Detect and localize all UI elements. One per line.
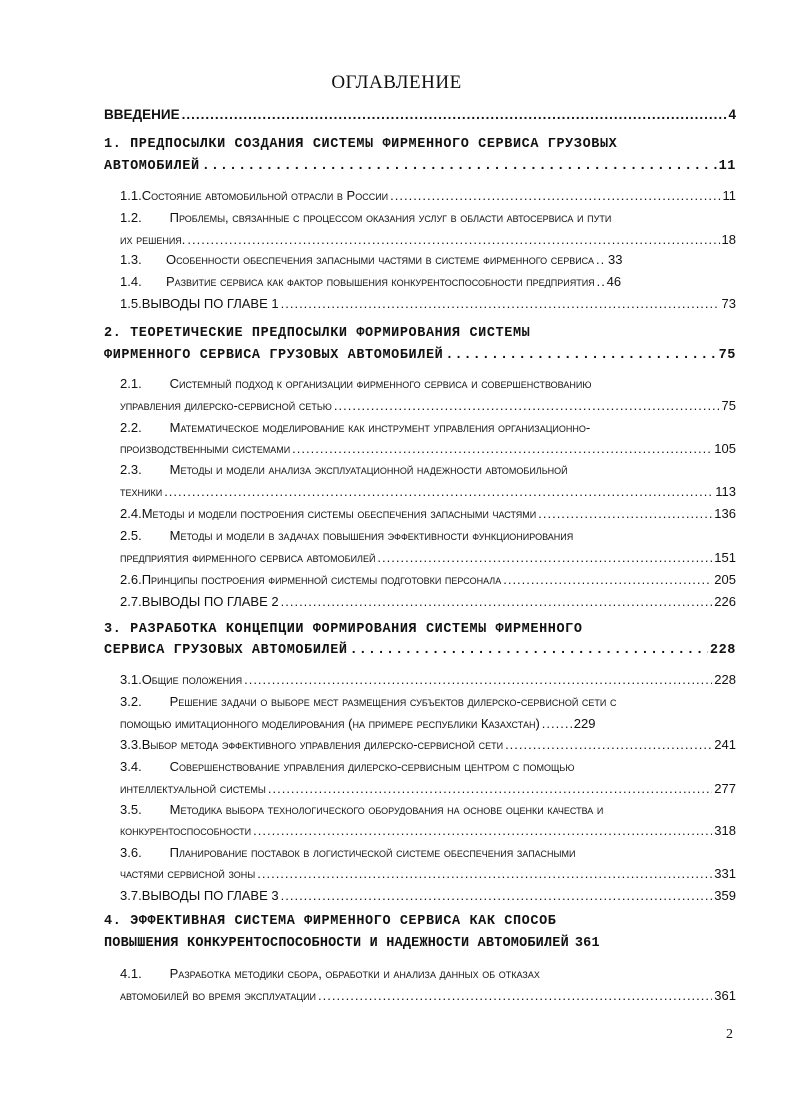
dot-leader xyxy=(597,274,605,289)
section-title: конкурентоспособности xyxy=(120,823,252,838)
section-title: их решения. xyxy=(120,232,186,247)
chapter-heading-3[interactable] xyxy=(104,622,583,637)
chapter-title-line: 4. ЭФФЕКТИВНАЯ СИСТЕМА ФИРМЕННОГО СЕРВИСА КАК СПОСОБ xyxy=(104,914,557,929)
dot-leader xyxy=(187,232,719,247)
section-title: помощью имитационного моделирования (на примере республики Казахстан) xyxy=(120,716,540,731)
toc-page-number: 361 xyxy=(574,936,600,951)
chapter-title-line: ФИРМЕННОГО СЕРВИСА ГРУЗОВЫХ АВТОМОБИЛЕЙ xyxy=(104,348,444,363)
section-number: 3.1. xyxy=(120,672,142,687)
toc-section-2-2-cont[interactable] xyxy=(120,441,736,456)
section-number: 2.5. xyxy=(120,528,142,543)
section-title: Системный подход к организации фирменного сервиса и совершенствованию xyxy=(169,376,592,391)
section-number: 1.5. xyxy=(120,296,142,311)
section-title: Проблемы, связанные с процессом оказания услуг в области автосервиса и пути xyxy=(169,210,612,225)
section-title: управления дилерско-сервисной сетью xyxy=(120,398,332,413)
section-title: Методы и модели построения системы обеспечения запасными частями xyxy=(141,506,537,521)
toc-entry-intro[interactable] xyxy=(104,107,736,122)
section-number: 4.1. xyxy=(120,966,142,981)
chapter-heading-3-cont[interactable] xyxy=(104,643,736,658)
dot-leader xyxy=(334,398,720,413)
dot-leader xyxy=(390,188,720,203)
dot-leader xyxy=(445,348,716,363)
toc-section-1-4[interactable] xyxy=(120,274,736,289)
section-number: 2.7. xyxy=(120,594,142,609)
section-title: автомобилей во время эксплуатации xyxy=(120,988,316,1003)
toc-section-3-5[interactable] xyxy=(120,802,603,817)
toc-section-2-2[interactable] xyxy=(120,420,590,435)
section-number: 2.3. xyxy=(120,462,142,477)
dot-leader xyxy=(164,484,713,499)
section-number: 2.1. xyxy=(120,376,142,391)
page-number: 2 xyxy=(726,1027,733,1042)
section-number: 1.2. xyxy=(120,210,142,225)
toc-section-4-1[interactable] xyxy=(120,966,540,981)
page-title: ОГЛАВЛЕНИЕ xyxy=(331,72,462,93)
section-number: 3.4. xyxy=(120,759,142,774)
section-number: 3.7. xyxy=(120,888,142,903)
chapter-title-line: ПОВЫШЕНИЯ КОНКУРЕНТОСПОСОБНОСТИ И НАДЕЖНОСТИ АВТОМОБИЛЕЙ xyxy=(104,936,569,951)
chapter-heading-4-cont[interactable] xyxy=(104,936,736,951)
toc-section-3-6-cont[interactable] xyxy=(120,866,736,881)
toc-page-number: 33 xyxy=(607,252,623,267)
section-number: 1.1. xyxy=(120,188,142,203)
toc-page-number: 229 xyxy=(573,716,596,731)
chapter-heading-4[interactable] xyxy=(104,914,556,929)
toc-section-3-3[interactable] xyxy=(120,737,736,752)
section-title: Методика выбора технологического оборудования на основе оценки качества и xyxy=(169,802,604,817)
toc-section-1-2[interactable] xyxy=(120,210,611,225)
toc-section-2-7[interactable] xyxy=(120,594,736,609)
chapter-title-line: 2. ТЕОРЕТИЧЕСКИЕ ПРЕДПОСЫЛКИ ФОРМИРОВАНИЯ СИСТЕМЫ xyxy=(104,326,531,341)
toc-page-number: 113 xyxy=(715,484,736,499)
toc-page-number: 359 xyxy=(714,888,736,903)
section-title: Выбор метода эффективного управления дилерско-сервисной сети xyxy=(141,737,504,752)
toc-page-number: 277 xyxy=(714,781,736,796)
chapter-heading-2-cont[interactable] xyxy=(104,348,736,363)
dot-leader xyxy=(257,866,712,881)
toc-section-3-2-cont[interactable] xyxy=(120,716,736,731)
toc-page-number: 241 xyxy=(714,737,736,752)
section-number: 3.5. xyxy=(120,802,142,817)
dot-leader xyxy=(281,594,713,609)
section-title: Математическое моделирование как инструмент управления организационно- xyxy=(169,420,591,435)
section-title: Принципы построения фирменной системы подготовки персонала xyxy=(141,572,502,587)
toc-section-2-5[interactable] xyxy=(120,528,573,543)
toc-page-number: 226 xyxy=(714,594,736,609)
dot-leader xyxy=(538,506,712,521)
toc-section-2-5-cont[interactable] xyxy=(120,550,736,565)
toc-section-3-4[interactable] xyxy=(120,759,574,774)
dot-leader xyxy=(318,988,712,1003)
toc-page-number: 11 xyxy=(718,159,736,174)
chapter-title-line: СЕРВИСА ГРУЗОВЫХ АВТОМОБИЛЕЙ xyxy=(104,643,348,658)
chapter-title-line: 1. ПРЕДПОСЫЛКИ СОЗДАНИЯ СИСТЕМЫ ФИРМЕННОГО СЕРВИСА ГРУЗОВЫХ xyxy=(104,137,618,152)
toc-page-number: 228 xyxy=(709,643,736,658)
toc-entry-label: ВВЕДЕНИЕ xyxy=(104,107,180,122)
chapter-heading-1[interactable] xyxy=(104,137,736,152)
section-number: 3.6. xyxy=(120,845,142,860)
toc-section-1-5[interactable] xyxy=(120,296,736,311)
toc-section-1-3[interactable] xyxy=(120,252,736,267)
toc-page-number: 18 xyxy=(721,232,736,247)
toc-section-3-6[interactable] xyxy=(120,845,575,860)
toc-page-number: 318 xyxy=(714,823,736,838)
toc-page-number: 75 xyxy=(721,398,736,413)
section-title: частями сервисной зоны xyxy=(120,866,256,881)
chapter-heading-1-cont[interactable] xyxy=(104,159,736,174)
dot-leader xyxy=(350,643,708,658)
toc-page-number: 105 xyxy=(714,441,736,456)
toc-section-2-1-cont[interactable] xyxy=(120,398,736,413)
section-title: производственными системами xyxy=(120,441,291,456)
toc-section-1-1[interactable] xyxy=(120,188,736,203)
toc-page-number: 151 xyxy=(714,550,736,565)
section-title: Совершенствование управления дилерско-сервисным центром с помощью xyxy=(169,759,575,774)
section-number: 2.6. xyxy=(120,572,142,587)
toc-section-3-7[interactable] xyxy=(120,888,736,903)
dot-leader xyxy=(182,107,727,122)
toc-section-2-6[interactable] xyxy=(120,572,736,587)
section-number: 3.3. xyxy=(120,737,142,752)
section-title: Планирование поставок в логистической системе обеспечения запасными xyxy=(169,845,576,860)
section-title: Развитие сервиса как фактор повышения конкурентоспособности предприятия xyxy=(166,274,595,289)
section-title: ВЫВОДЫ ПО ГЛАВЕ 1 xyxy=(141,296,279,311)
dot-leader xyxy=(596,252,606,267)
section-number: 1.3. xyxy=(120,252,142,267)
toc-section-3-5-cont[interactable] xyxy=(120,823,736,838)
toc-section-4-1-cont[interactable] xyxy=(120,988,736,1003)
section-title: Общие положения xyxy=(141,672,243,687)
toc-page-number: 4 xyxy=(728,107,736,122)
dot-leader xyxy=(377,550,712,565)
dot-leader xyxy=(253,823,712,838)
section-title: ВЫВОДЫ ПО ГЛАВЕ 2 xyxy=(141,594,279,609)
section-number: 2.2. xyxy=(120,420,142,435)
toc-page-number: 136 xyxy=(714,506,736,521)
section-title: Методы и модели анализа эксплуатационной надежности автомобильной xyxy=(169,462,568,477)
dot-leader xyxy=(292,441,712,456)
dot-leader xyxy=(281,888,713,903)
toc-page-number: 331 xyxy=(714,866,736,881)
toc-section-2-1[interactable] xyxy=(120,376,591,391)
toc-page-number: 205 xyxy=(714,572,736,587)
section-title: предприятия фирменного сервиса автомобилей xyxy=(120,550,376,565)
section-title: Методы и модели в задачах повышения эффективности функционирования xyxy=(169,528,574,543)
toc-section-3-4-cont[interactable] xyxy=(120,781,736,796)
chapter-title-line: 3. РАЗРАБОТКА КОНЦЕПЦИИ ФОРМИРОВАНИЯ СИСТЕМЫ ФИРМЕННОГО xyxy=(104,622,583,637)
section-title: техники xyxy=(120,484,163,499)
toc-section-3-2[interactable] xyxy=(120,694,617,709)
toc-page-number: 11 xyxy=(722,188,736,203)
toc-page-number: 73 xyxy=(721,296,736,311)
toc-page-number: 46 xyxy=(606,274,622,289)
section-title: Разработка методики сбора, обработки и анализа данных об отказах xyxy=(169,966,540,981)
toc-page-number: 228 xyxy=(714,672,736,687)
chapter-title-line: АВТОМОБИЛЕЙ xyxy=(104,159,200,174)
dot-leader xyxy=(503,572,712,587)
toc-section-3-1[interactable] xyxy=(120,672,736,687)
dot-leader xyxy=(268,781,712,796)
toc-section-2-3[interactable] xyxy=(120,462,568,477)
section-title: Решение задачи о выборе мест размещения субъектов дилерско-сервисной сети с xyxy=(169,694,617,709)
chapter-heading-2[interactable] xyxy=(104,326,530,341)
section-title: Особенности обеспечения запасными частями в системе фирменного сервиса xyxy=(166,252,594,267)
toc-section-2-3-cont[interactable] xyxy=(120,484,736,499)
section-title: интеллектуальной системы xyxy=(120,781,266,796)
toc-page-number: 75 xyxy=(718,348,736,363)
dot-leader xyxy=(244,672,712,687)
section-number: 2.4. xyxy=(120,506,142,521)
toc-section-1-2-cont[interactable] xyxy=(120,232,736,247)
dot-leader xyxy=(281,296,720,311)
section-title: ВЫВОДЫ ПО ГЛАВЕ 3 xyxy=(141,888,279,903)
section-title: Состояние автомобильной отрасли в России xyxy=(141,188,389,203)
toc-section-2-4[interactable] xyxy=(120,506,736,521)
toc-page-number: 361 xyxy=(714,988,736,1003)
section-number: 1.4. xyxy=(120,274,142,289)
dot-leader xyxy=(505,737,712,752)
section-number: 3.2. xyxy=(120,694,142,709)
dot-leader xyxy=(542,716,572,731)
dot-leader xyxy=(202,159,717,174)
